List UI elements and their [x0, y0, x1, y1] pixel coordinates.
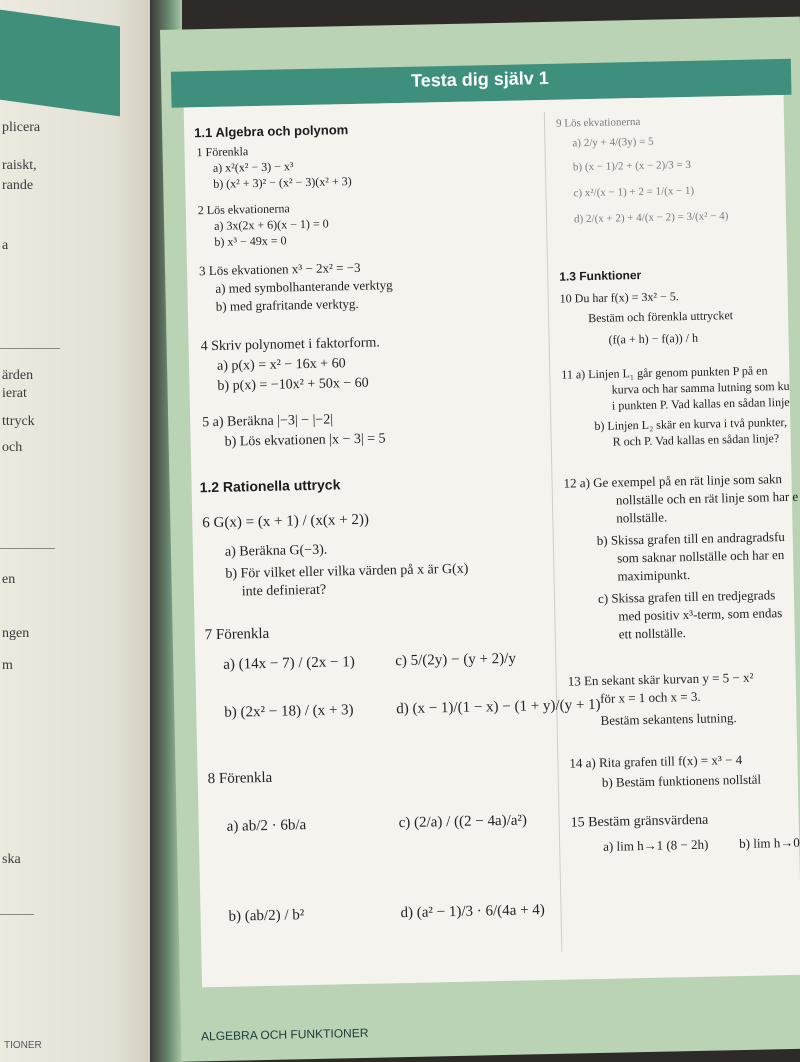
column-divider: [544, 112, 563, 952]
exercise-12c: c) Skissa grafen till en tredjegrads: [597, 587, 776, 606]
exercise-11a-cont: i punkten P. Vad kallas en sådan linje: [611, 394, 790, 413]
left-footer: TIONER: [4, 1040, 42, 1051]
exercise-12b-cont: maximipunkt.: [617, 567, 691, 584]
right-page: [160, 17, 800, 1062]
exercise-5a: 5 a) Beräkna |−3| − |−2|: [202, 412, 334, 431]
left-text: rande: [2, 178, 34, 193]
exercise-11a-cont: kurva och har samma lutning som ku: [611, 378, 790, 397]
exercise-15a: a) lim h→1 (8 − 2h): [603, 836, 709, 854]
exercise-12b: b) Skissa grafen till en andragradsfu: [596, 529, 785, 548]
exercise-panel: [184, 95, 800, 987]
exercise-3b: b) med grafritande verktyg.: [215, 295, 359, 314]
exercise-9d: d) 2/(x + 2) + 4/(x − 2) = 3/(x² − 4): [573, 210, 729, 226]
exercise-9c: c) x²/(x − 1) + 2 = 1/(x − 1): [573, 184, 695, 200]
exercise-2: 2 Lös ekvationerna: [197, 201, 290, 218]
exercise-6: 6 G(x) = (x + 1) / (x(x + 2)): [202, 511, 370, 532]
exercise-7a: a) (14x − 7) / (2x − 1): [223, 654, 355, 673]
exercise-1a: a) x²(x² − 3) − x³: [212, 159, 294, 175]
exercise-3: 3 Lös ekvationen x³ − 2x² = −3: [198, 259, 361, 279]
left-text: raiskt,: [2, 158, 37, 173]
exercise-12b-cont: som saknar nollställe och har en: [617, 547, 785, 566]
exercise-14b: b) Bestäm funktionens nollstäl: [601, 771, 762, 790]
left-page-band: [0, 10, 120, 117]
exercise-2b: b) x³ − 49x = 0: [214, 233, 287, 249]
exercise-13-cont: Bestäm sekantens lutning.: [600, 710, 737, 728]
exercise-8b: b) (ab/2) / b²: [228, 907, 305, 925]
exercise-15b: b) lim h→0: [739, 834, 800, 852]
exercise-8c: c) (2/a) / ((2 − 4a)/a²): [398, 812, 528, 832]
exercise-6a: a) Beräkna G(−3).: [224, 542, 328, 560]
exercise-8a: a) ab/2 · 6b/a: [226, 817, 307, 835]
exercise-11b: b) Linjen L₂ skär en kurva i två punkter,: [594, 414, 788, 433]
exercise-13: 13 En sekant skär kurvan y = 5 − x²: [567, 669, 754, 689]
left-text: ngen: [2, 626, 30, 641]
exercise-13-cont: för x = 1 och x = 3.: [599, 688, 701, 706]
left-text: ierat: [2, 386, 27, 401]
section-heading: 1.3 Funktioner: [559, 267, 642, 284]
exercise-14a: 14 a) Rita grafen till f(x) = x³ − 4: [569, 751, 743, 771]
exercise-10: 10 Du har f(x) = 3x² − 5.: [559, 289, 679, 306]
exercise-3a: a) med symbolhanterande verktyg: [215, 277, 393, 296]
exercise-4a: a) p(x) = x² − 16x + 60: [216, 356, 346, 374]
exercise-7c: c) 5/(2y) − (y + 2)/y: [395, 650, 517, 670]
exercise-4b: b) p(x) = −10x² + 50x − 60: [217, 375, 369, 394]
section-heading: 1.1 Algebra och polynom: [194, 122, 349, 141]
section-heading: 1.2 Rationella uttryck: [199, 476, 341, 496]
left-text: ttryck: [2, 414, 35, 429]
exercise-6b-cont: inte definierat?: [241, 582, 327, 600]
exercise-10-expr: (f(a + h) − f(a)) / h: [608, 330, 699, 347]
left-rule: [0, 348, 60, 349]
left-text: ska: [2, 852, 21, 867]
exercise-12a: 12 a) Ge exempel på en rät linje som sakn: [563, 471, 783, 491]
exercise-4: 4 Skriv polynomet i faktorform.: [200, 335, 381, 355]
exercise-10-text: Bestäm och förenkla uttrycket: [587, 308, 734, 326]
exercise-11a: 11 a) Linjen L₁ går genom punkten P på en: [561, 363, 768, 382]
page-title: Testa dig själv 1: [410, 67, 550, 91]
exercise-15: 15 Bestäm gränsvärdena: [570, 812, 709, 831]
left-text: m: [2, 658, 13, 673]
exercise-7b: b) (2x² − 18) / (x + 3): [224, 702, 354, 721]
exercise-12c-cont: ett nollställe.: [618, 625, 687, 642]
left-text: och: [2, 440, 23, 455]
left-page: [0, 0, 160, 1062]
exercise-9b: b) (x − 1)/2 + (x − 2)/3 = 3: [572, 158, 692, 174]
exercise-12a-cont: nollställe.: [616, 509, 668, 526]
exercise-11b-cont: R och P. Vad kallas en sådan linje?: [612, 431, 780, 449]
left-rule: [0, 914, 34, 915]
exercise-12a-cont: nollställe och en rät linje som har e: [615, 488, 799, 508]
exercise-8d: d) (a² − 1)/3 · 6/(4a + 4): [400, 902, 545, 922]
exercise-7d: d) (x − 1)/(1 − x) − (1 + y)/(y + 1): [396, 696, 601, 718]
page-footer: ALGEBRA OCH FUNKTIONER: [200, 1025, 369, 1044]
exercise-1: 1 Förenkla: [196, 144, 249, 160]
exercise-8: 8 Förenkla: [207, 769, 273, 788]
left-text: plicera: [2, 120, 41, 135]
left-text: a: [2, 238, 9, 253]
left-rule: [0, 548, 55, 549]
exercise-2a: a) 3x(2x + 6)(x − 1) = 0: [213, 216, 329, 233]
left-text: en: [2, 572, 16, 587]
exercise-6b: b) För vilket eller vilka värden på x är G(x): [225, 561, 469, 582]
exercise-12c-cont: med positiv x³-term, som endas: [618, 605, 783, 624]
exercise-9: 9 Lös ekvationerna: [555, 115, 641, 130]
exercise-5b: b) Lös ekvationen |x − 3| = 5: [224, 431, 386, 450]
exercise-9a: a) 2/y + 4/(3y) = 5: [572, 135, 654, 150]
exercise-7: 7 Förenkla: [204, 625, 270, 644]
exercise-1b: b) (x² + 3)² − (x² − 3)(x² + 3): [213, 174, 352, 191]
left-text: ärden: [2, 368, 34, 383]
